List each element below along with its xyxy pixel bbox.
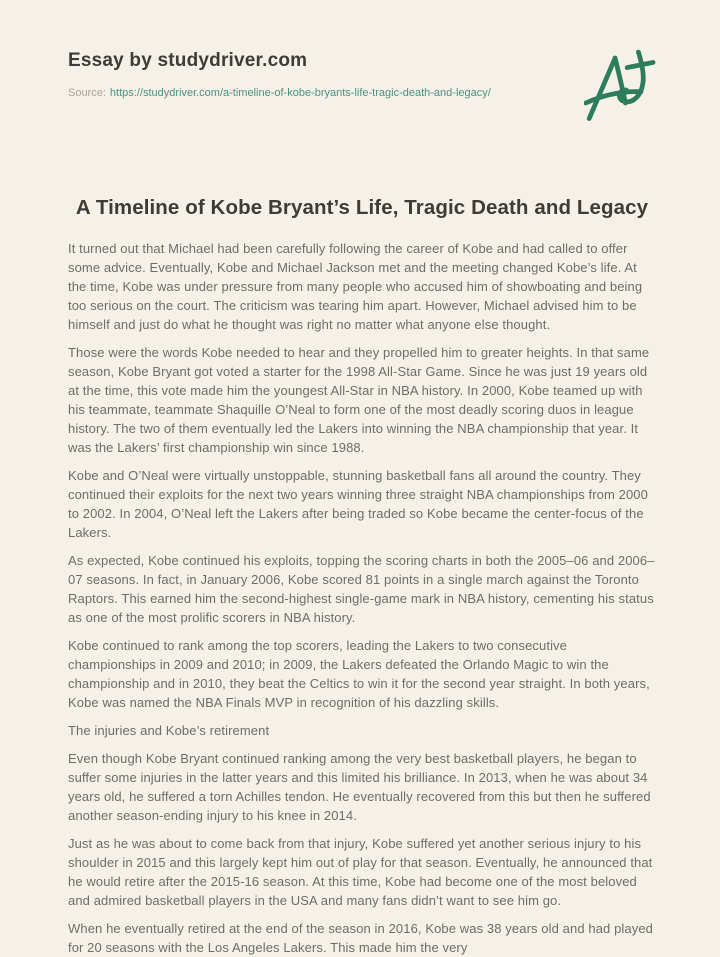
essay-paragraph-7: Just as he was about to come back from that injury, Kobe suffered yet another serious injury to his shoulder in 2015 and this largely kept him out of play for that season. Eventually, he announced that he would retire after the 2015-16 season. At this time, Kobe had become one of the most beloved and admired basketball players in the USA and many fans didn’t want to see him go. — [68, 836, 653, 908]
essay-body — [68, 239, 656, 957]
essay-paragraph-5: Kobe continued to rank among the top scorers, leading the Lakers to two consecutive championships in 2009 and 2010; in 2009, the Lakers defeated the Orlando Magic to win the championship and in 2010, they beat the Celtics to win it for the second year straight. In both years, Kobe was named the NBA Finals MVP in recognition of his dazzling skills. — [68, 638, 650, 710]
essay-paragraph-1: It turned out that Michael had been carefully following the career of Kobe and had called to offer some advice. Eventually, Kobe and Michael Jackson met and the meeting changed Kobe’s life. At the time, Kobe was under pressure from many people who accused him of showboating and being too serious on the court. The criticism was tearing him apart. However, Michael advised him to be himself and just do what he thought was right no matter what anyone else thought. — [68, 241, 643, 332]
essay-paragraph-8-truncated: When he eventually retired at the end of the season in 2016, Kobe was 38 years old and had played for 20 seasons with the Los Angeles Lakers. This made him the very — [68, 921, 653, 955]
essay-title: A Timeline of Kobe Bryant’s Life, Tragic Death and Legacy — [75, 196, 649, 219]
essay-paragraph-4: As expected, Kobe continued his exploits, topping the scoring charts in both the 2005–06 and 2006–07 seasons. In fact, in January 2006, Kobe scored 81 points in a single march against the Toronto Raptors. This earned him the second-highest single-game mark in NBA history, cementing his status as one of the most prolific scorers in NBA history. — [68, 553, 655, 625]
source-url-link[interactable]: https://studydriver.com/a-timeline-of-kobe-bryants-life-tragic-death-and-legacy/ — [109, 87, 491, 99]
page-header — [68, 50, 662, 124]
essay-paragraph-2: Those were the words Kobe needed to hear and they propelled him to greater heights. In that same season, Kobe Bryant got voted a starter for the 1998 All-Star Game. Since he was just 19 years old at the time, this vote made him the youngest All-Star in NBA history. In 2000, Kobe teamed up with his teammate, teammate Shaquille O’Neal to form one of the most deadly scoring duos in league history. The two of them eventually led the Lakers into winning the NBA championship that year. It was the Lakers’ first championship win since 1988. — [68, 345, 650, 455]
essay-paragraph-3: Kobe and O’Neal were virtually unstoppable, stunning basketball fans all around the country. They continued their exploits for the next two years winning three straight NBA championships from 2000 to 2002. In 2004, O’Neal left the Lakers after being traded so Kobe became the center-focus of the Lakers. — [68, 468, 648, 540]
studydriver-a-plus-logo-icon — [584, 44, 660, 124]
header-text-block — [68, 50, 491, 100]
source-label: Source: — [68, 87, 106, 99]
essay-paragraph-6: Even though Kobe Bryant continued ranking among the very best basketball players, he began to suffer some injuries in the latter years and this limited his brilliance. In 2013, when he was about 34 years old, he suffered a torn Achilles tendon. He eventually recovered from this but then he suffered another season-ending injury to his knee in 2014. — [68, 751, 651, 823]
source-line — [68, 86, 491, 100]
byline: Essay by studydriver.com — [68, 50, 308, 71]
essay-subheading-injuries-retirement: The injuries and Kobe’s retirement — [68, 723, 270, 738]
